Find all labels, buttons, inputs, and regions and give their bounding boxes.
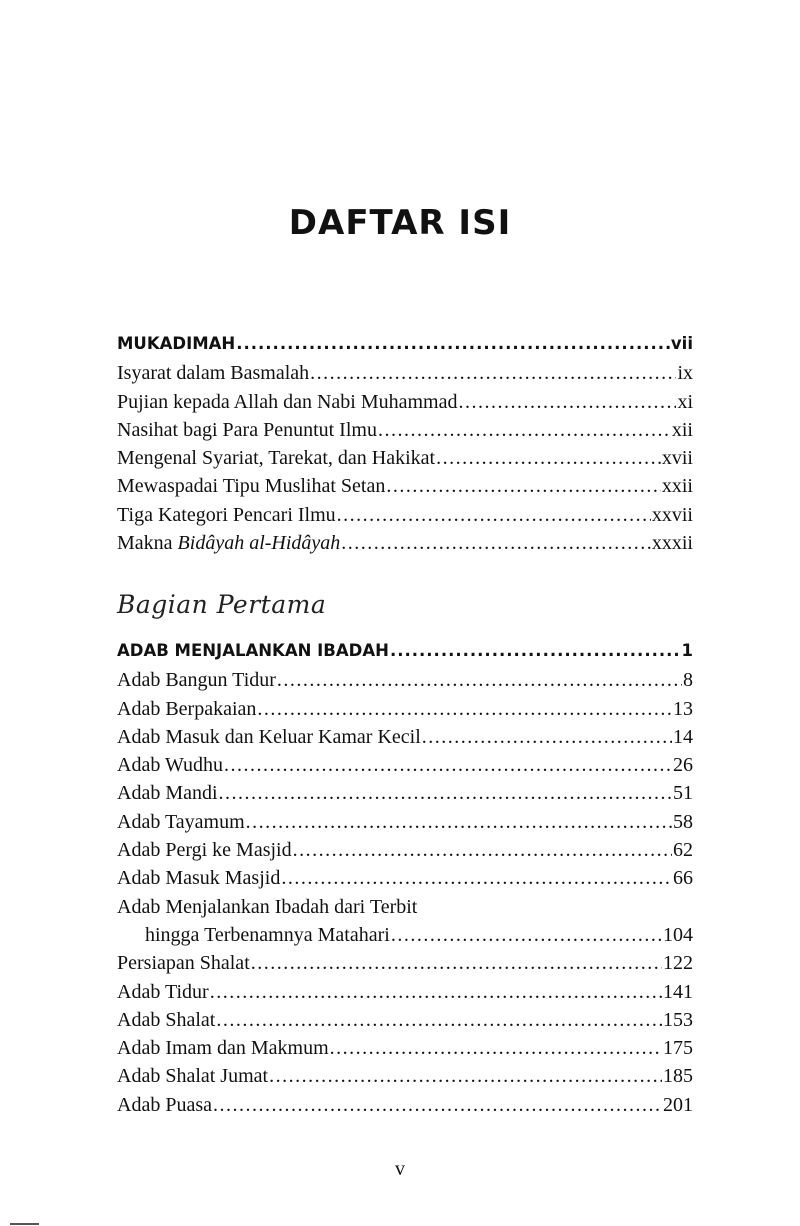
toc-entry[interactable] xyxy=(117,782,693,810)
toc-entry[interactable] xyxy=(117,419,693,447)
toc-label: Persiapan Shalat xyxy=(117,952,250,975)
toc-page-number: 141 xyxy=(663,980,693,1003)
toc-page-number: 122 xyxy=(663,952,693,975)
toc-page-number: xii xyxy=(671,418,693,441)
crop-mark xyxy=(10,1223,39,1225)
toc-page-number: 1 xyxy=(681,641,693,660)
leader-dots xyxy=(257,698,672,721)
toc-entry[interactable] xyxy=(117,1094,693,1122)
toc-entry[interactable] xyxy=(117,447,693,475)
toc-label: Adab Menjalankan Ibadah dari Terbit xyxy=(117,895,418,918)
toc-entry[interactable] xyxy=(117,475,693,503)
leader-dots xyxy=(330,1037,662,1060)
leader-dots xyxy=(251,952,662,975)
toc-label: Adab Shalat xyxy=(117,1008,216,1031)
leader-dots xyxy=(422,726,672,749)
leader-dots xyxy=(436,447,661,470)
toc-page-number: 66 xyxy=(673,867,693,890)
toc-entry[interactable] xyxy=(117,391,693,419)
toc-entry[interactable] xyxy=(117,952,693,980)
toc-entry[interactable] xyxy=(117,532,693,560)
toc-heading-adab-ibadah[interactable] xyxy=(117,641,693,669)
toc-label: ADAB MENJALANKAN IBADAH xyxy=(117,641,389,660)
toc-label: Adab Shalat Jumat xyxy=(117,1065,269,1088)
toc-label-prefix: Makna xyxy=(117,532,178,555)
toc-page-number: xvii xyxy=(661,447,693,470)
toc-label: Adab Imam dan Makmum xyxy=(117,1037,329,1060)
toc-page-number: vii xyxy=(670,334,693,353)
toc-page-number: 175 xyxy=(663,1037,693,1060)
toc-label: Adab Masuk Masjid xyxy=(117,867,281,890)
leader-dots xyxy=(391,924,662,947)
toc-page-number: 201 xyxy=(663,1093,693,1116)
toc-entry[interactable] xyxy=(117,1009,693,1037)
leader-dots xyxy=(224,754,672,777)
toc-page-number: 51 xyxy=(673,782,693,805)
toc-entry-line1[interactable] xyxy=(117,896,693,924)
toc-entry[interactable] xyxy=(117,669,693,697)
leader-dots xyxy=(210,981,662,1004)
leader-dots xyxy=(216,1009,662,1032)
toc-label xyxy=(117,532,340,555)
leader-dots xyxy=(281,867,672,890)
toc-entry[interactable] xyxy=(117,362,693,390)
toc-page-number: 62 xyxy=(673,839,693,862)
toc-entry-line2[interactable] xyxy=(117,924,693,952)
toc-part1-section xyxy=(117,641,693,1122)
leader-dots xyxy=(219,782,672,805)
page-title: DAFTAR ISI xyxy=(288,202,512,243)
toc-label: Mewaspadai Tipu Muslihat Setan xyxy=(117,475,386,498)
toc-page-number: 104 xyxy=(663,923,693,946)
toc-intro-section xyxy=(117,334,693,560)
toc-entry[interactable] xyxy=(117,726,693,754)
toc-entry[interactable] xyxy=(117,839,693,867)
toc-page-number: 14 xyxy=(673,725,693,748)
leader-dots xyxy=(310,362,676,385)
toc-page-number: xi xyxy=(677,390,693,413)
toc-label: Adab Tidur xyxy=(117,980,209,1003)
toc-label: Tiga Kategori Pencari Ilmu xyxy=(117,503,336,526)
toc-page-number: xxvii xyxy=(651,503,693,526)
leader-dots xyxy=(390,641,681,660)
toc-page-number: 26 xyxy=(673,754,693,777)
leader-dots xyxy=(293,839,672,862)
leader-dots xyxy=(378,419,671,442)
toc-label: Adab Wudhu xyxy=(117,754,224,777)
leader-dots xyxy=(246,811,672,834)
toc-page-number: 8 xyxy=(683,669,693,692)
toc-heading-mukadimah[interactable] xyxy=(117,334,693,362)
leader-dots xyxy=(236,334,670,353)
toc-entry[interactable] xyxy=(117,1065,693,1093)
toc-page-number: 58 xyxy=(673,810,693,833)
toc-label: Adab Masuk dan Keluar Kamar Kecil xyxy=(117,725,421,748)
toc-entry[interactable] xyxy=(117,1037,693,1065)
toc-page-number: 153 xyxy=(663,1008,693,1031)
toc-label: Nasihat bagi Para Penuntut Ilmu xyxy=(117,418,377,441)
toc-label: Adab Puasa xyxy=(117,1093,212,1116)
part-label-script: Bagian Pertama xyxy=(117,590,327,619)
leader-dots xyxy=(213,1094,662,1117)
toc-label: hingga Terbenamnya Matahari xyxy=(145,923,390,946)
toc-label: Adab Bangun Tidur xyxy=(117,669,276,692)
leader-dots xyxy=(269,1065,662,1088)
leader-dots xyxy=(341,532,651,555)
toc-entry[interactable] xyxy=(117,981,693,1009)
leader-dots xyxy=(337,504,651,527)
toc-label: Adab Tayamum xyxy=(117,810,245,833)
toc-label: Adab Mandi xyxy=(117,782,218,805)
toc-entry[interactable] xyxy=(117,867,693,895)
toc-label: Isyarat dalam Basmalah xyxy=(117,362,310,385)
toc-label: Mengenal Syariat, Tarekat, dan Hakikat xyxy=(117,447,436,470)
toc-page-number: xxxii xyxy=(651,532,693,555)
toc-entry[interactable] xyxy=(117,754,693,782)
toc-label: Pujian kepada Allah dan Nabi Muhammad xyxy=(117,390,458,413)
toc-label-italic: Bidâyah al-Hidâyah xyxy=(177,532,341,555)
toc-label: Adab Berpakaian xyxy=(117,697,257,720)
leader-dots xyxy=(277,669,682,692)
toc-label: MUKADIMAH xyxy=(117,334,236,353)
leader-dots xyxy=(386,475,661,498)
leader-dots xyxy=(458,391,676,414)
toc-page-number: ix xyxy=(677,362,693,385)
toc-label: Adab Pergi ke Masjid xyxy=(117,839,292,862)
toc-entry[interactable] xyxy=(117,811,693,839)
toc-entry[interactable] xyxy=(117,698,693,726)
page-number-folio: v xyxy=(395,1158,405,1180)
toc-entry[interactable] xyxy=(117,504,693,532)
toc-page-number: 185 xyxy=(663,1065,693,1088)
toc-page-number: xxii xyxy=(661,475,693,498)
toc-page-number: 13 xyxy=(673,697,693,720)
